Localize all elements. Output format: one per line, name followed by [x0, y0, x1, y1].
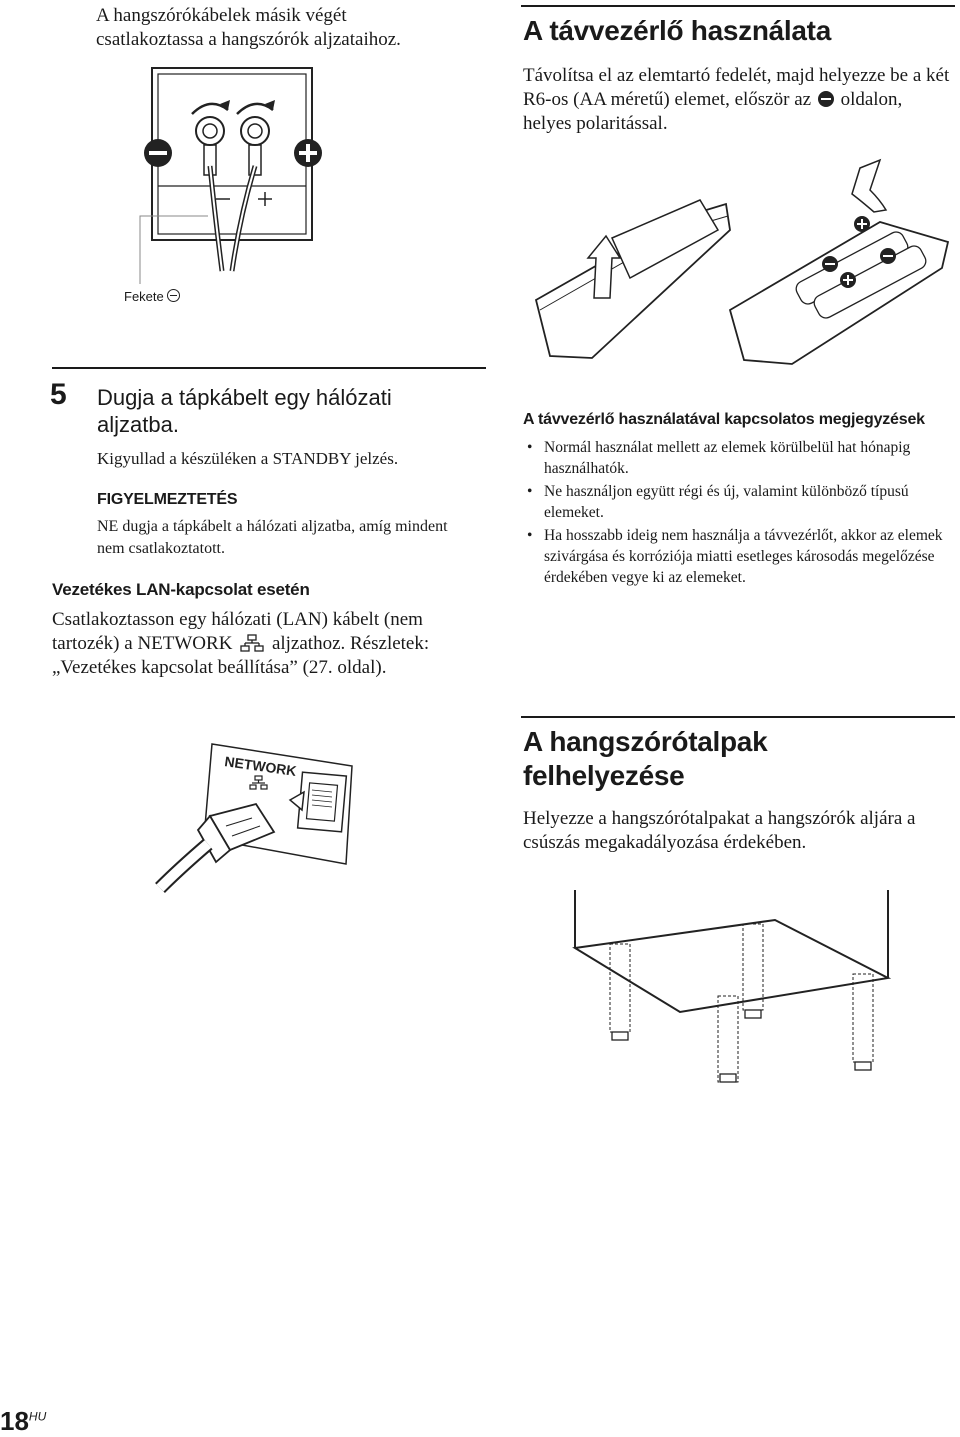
feet-text: Helyezze a hangszórótalpakat a hangszórók aljára a csúszás megakadályozása érdekében.	[523, 808, 916, 853]
lan-text: Csatlakoztasson egy hálózati (LAN) kábelt (nem tartozék) a NETWORK aljzathoz. Részletek: „Vezetékes kapcsolat beállítása” (27. oldal).	[52, 609, 430, 678]
minus-circle-icon	[818, 91, 834, 107]
speaker-terminal-illustration	[130, 66, 330, 316]
warning-label: FIGYELMEZTETÉS	[97, 491, 238, 508]
speaker-feet-illustration	[570, 890, 900, 1090]
feet-section-divider	[521, 716, 955, 718]
minus-circle-icon	[167, 289, 180, 302]
list-item: • Ha hosszabb ideig nem használja a távvezérlőt, akkor az elemek szivárgása és korróziója miatti esetleges károsodás megelőzése érdekében vegye ki az elemeket.	[525, 525, 955, 588]
step-number: 5	[50, 378, 67, 411]
step-title: Dugja a tápkábelt egy hálózati aljzatba.	[97, 385, 392, 437]
remote-section-divider	[521, 5, 955, 7]
network-port-label: NETWORK	[223, 753, 298, 780]
remote-battery-illustration	[530, 160, 950, 370]
remote-notes-heading: A távvezérlő használatával kapcsolatos megjegyzések	[523, 411, 925, 428]
remote-heading: A távvezérlő használata	[523, 15, 831, 46]
language-code: HU	[28, 1409, 47, 1424]
page-number: $18^{HU}$	[0, 1406, 47, 1436]
network-port-illustration	[170, 738, 370, 888]
list-item: • Ne használjon együtt régi és új, valamint különböző típusú elemeket.	[525, 481, 955, 523]
warning-text: NE dugja a tápkábelt a hálózati aljzatba, amíg mindent nem csatlakoztatott.	[97, 518, 448, 557]
section-divider	[52, 367, 486, 369]
lan-heading: Vezetékes LAN-kapcsolat esetén	[52, 580, 310, 599]
network-icon	[241, 634, 263, 650]
fekete-label: Fekete	[124, 289, 180, 304]
remote-intro: Távolítsa el az elemtartó fedelét, majd helyezze be a két R6-os (AA méretű) elemet, először az oldalon, helyes polaritással.	[523, 65, 950, 134]
speaker-cable-instruction: A hangszórókábelek másik végét csatlakoztassa a hangszórók aljzataihoz.	[96, 5, 401, 50]
list-item: • Normál használat mellett az elemek körülbelül hat hónapig használhatók.	[525, 437, 955, 479]
feet-heading: A hangszórótalpak felhelyezése	[523, 726, 768, 791]
step-detail: Kigyullad a készüléken a STANDBY jelzés.	[97, 449, 399, 468]
remote-notes-list	[525, 437, 955, 590]
